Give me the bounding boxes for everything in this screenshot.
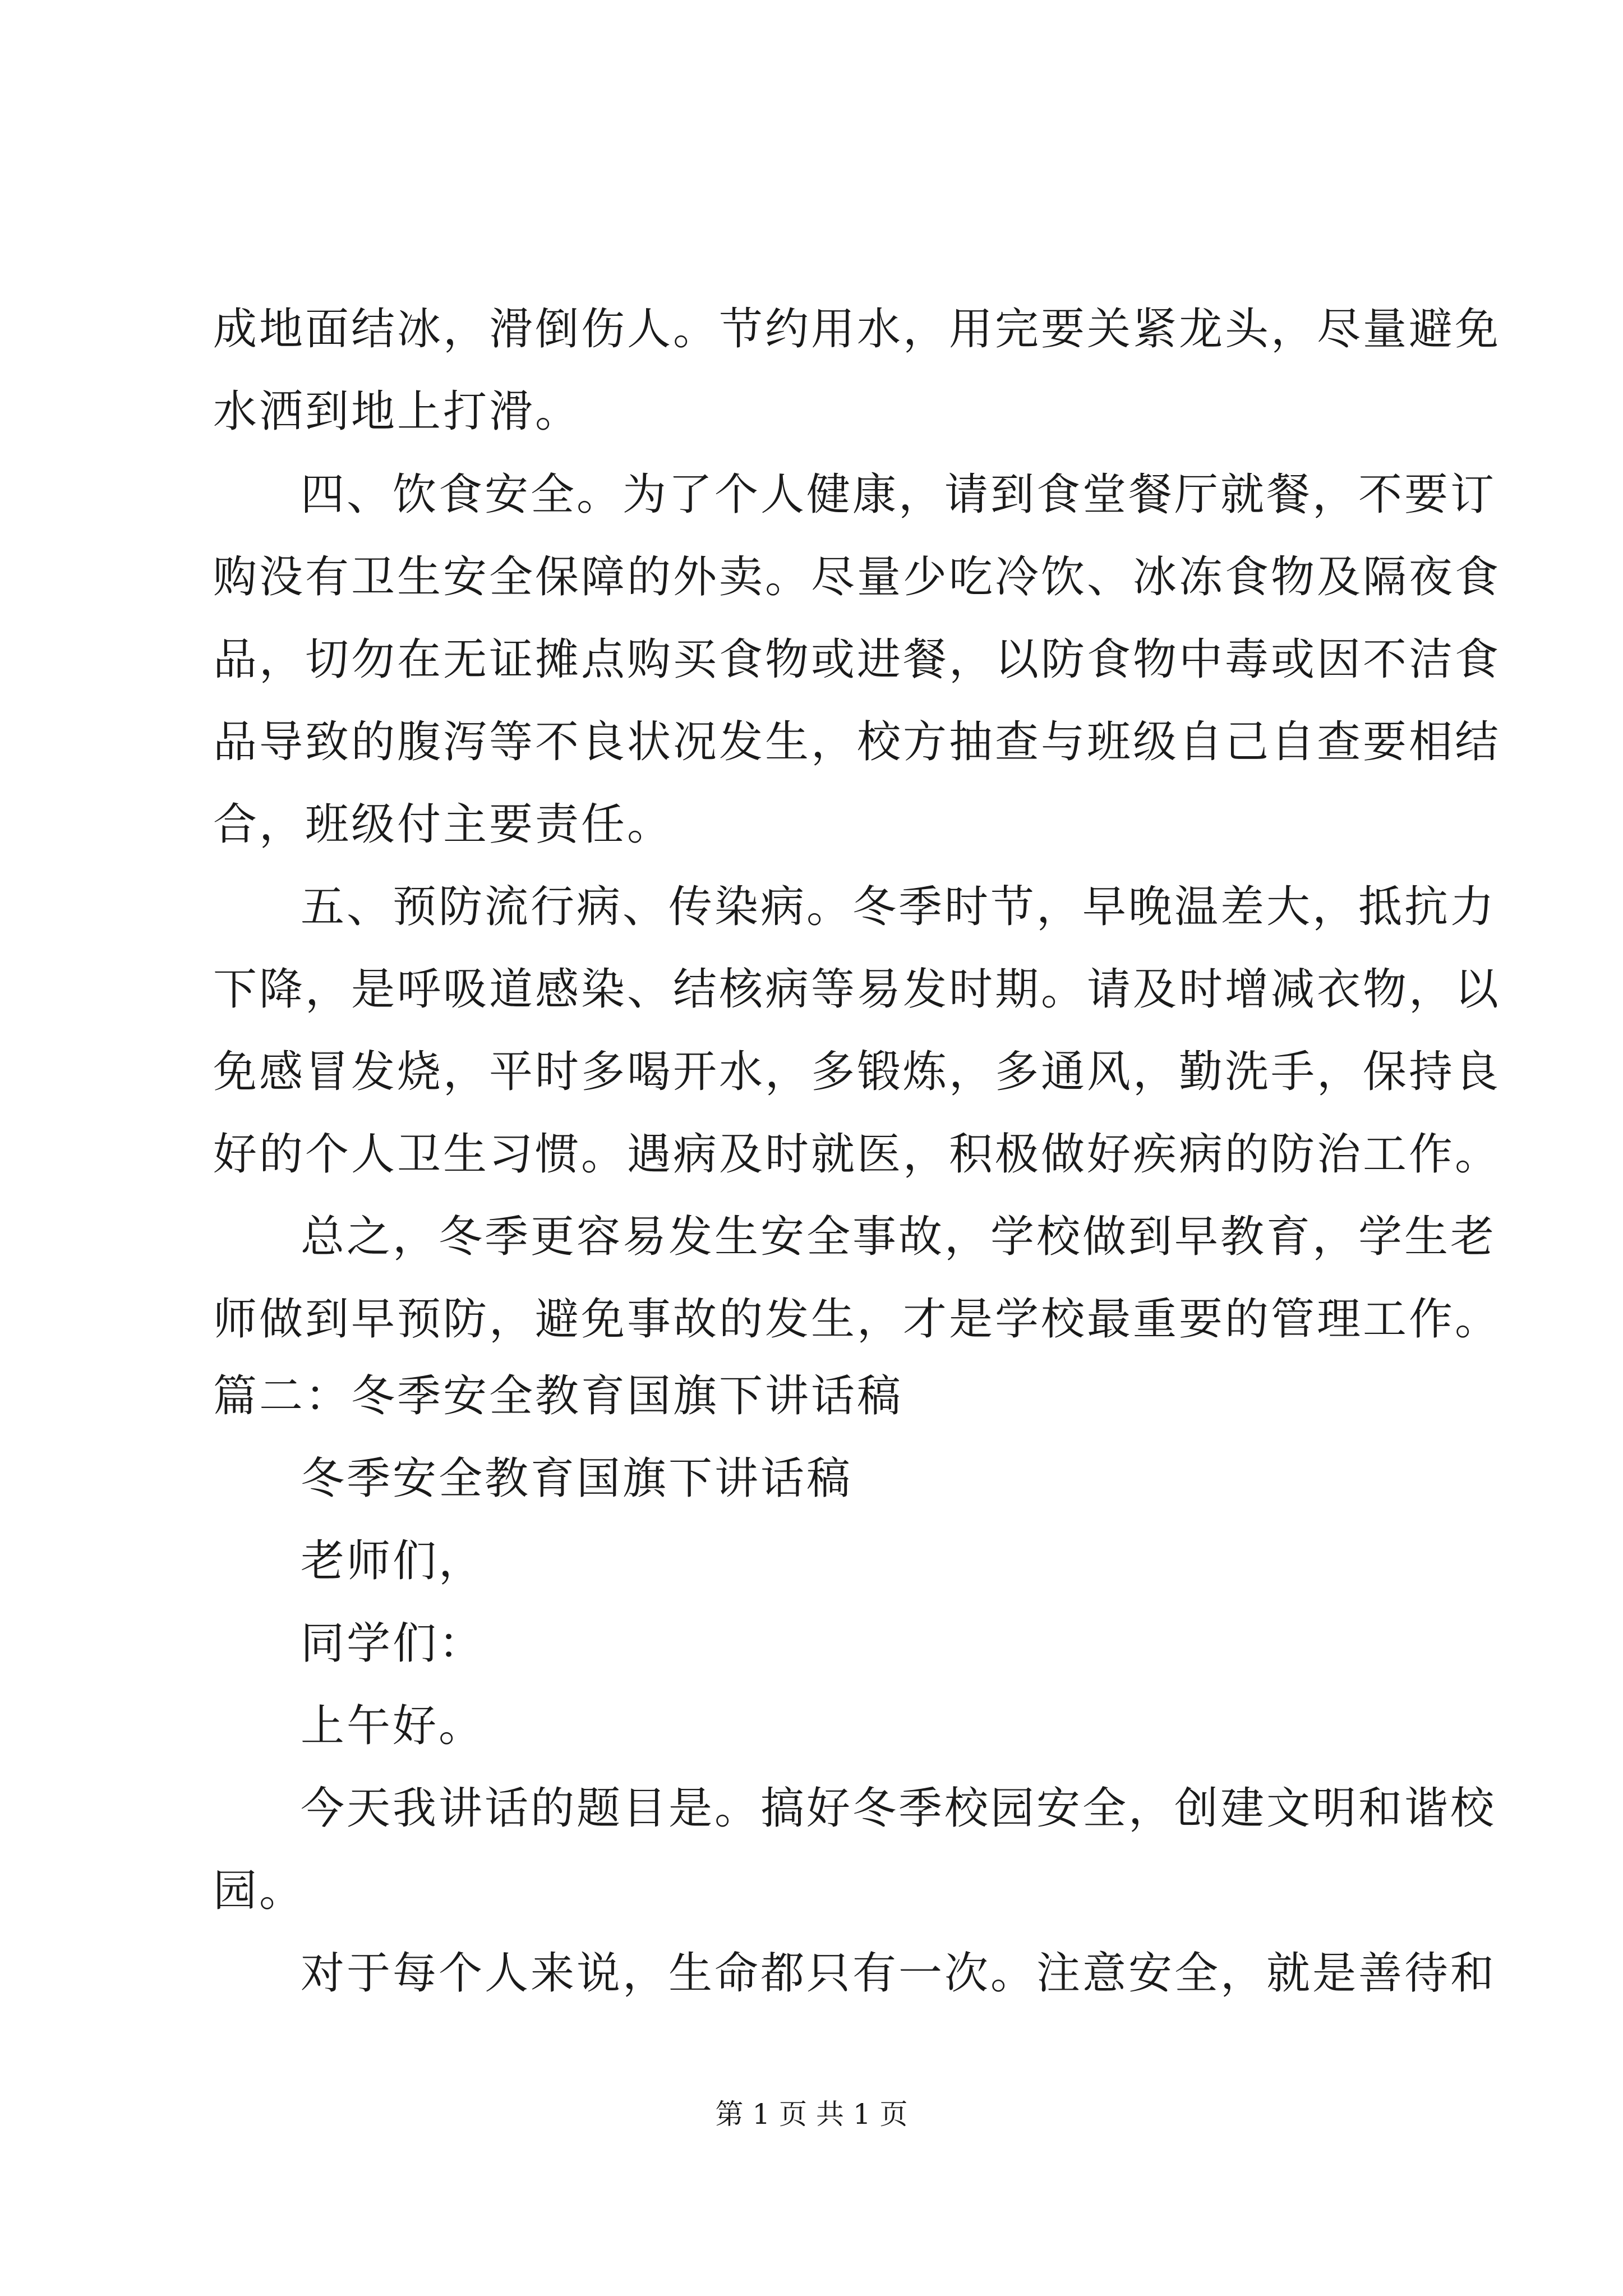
- salutation-teachers: 老师们，: [301, 1536, 485, 1586]
- greeting: 上午好。: [301, 1701, 485, 1751]
- text-line-9: 下降，是呼吸道感染、结核病等易发时期。请及时增减衣物，以: [213, 964, 1501, 1015]
- text-line-7: 合，班级付主要责任。: [213, 799, 674, 850]
- text-line-4: 购没有卫生安全保障的外卖。尽量少吃冷饮、冰冻食物及隔夜食: [213, 552, 1501, 602]
- speech-title: 冬季安全教育国旗下讲话稿: [301, 1453, 853, 1504]
- text-line-5: 品，切勿在无证摊点购买食物或进餐，以防食物中毒或因不洁食: [213, 634, 1501, 685]
- text-line-6: 品导致的腹泻等不良状况发生，校方抽查与班级自己自查要相结: [213, 717, 1501, 767]
- text-line-8: 五、预防流行病、传染病。冬季时节，早晚温差大，抵抗力: [301, 882, 1497, 932]
- text-line-10: 免感冒发烧，平时多喝开水，多锻炼，多通风，勤洗手，保持良: [213, 1047, 1501, 1097]
- page-number-footer: 第 1 页 共 1 页: [715, 2098, 908, 2131]
- text-line-11: 好的个人卫生习惯。遇病及时就医，积极做好疾病的防治工作。: [213, 1129, 1501, 1180]
- salutation-students: 同学们：: [301, 1618, 485, 1669]
- text-line-19: 今天我讲话的题目是。搞好冬季校园安全，创建文明和谐校: [301, 1783, 1497, 1834]
- text-line-2: 水洒到地上打滑。: [213, 386, 582, 437]
- text-line-20: 园。: [213, 1866, 306, 1916]
- text-line-13: 师做到早预防，避免事故的发生，才是学校最重要的管理工作。: [213, 1294, 1501, 1345]
- section-heading: 篇二：冬季安全教育国旗下讲话稿: [213, 1371, 903, 1421]
- text-line-3: 四、饮食安全。为了个人健康，请到食堂餐厅就餐，不要订: [301, 470, 1497, 520]
- text-line-21: 对于每个人来说，生命都只有一次。注意安全，就是善待和: [301, 1948, 1497, 1999]
- text-line-12: 总之，冬季更容易发生安全事故，学校做到早教育，学生老: [301, 1212, 1497, 1262]
- text-line-1: 成地面结冰，滑倒伤人。节约用水，用完要关紧龙头，尽量避免: [213, 304, 1501, 355]
